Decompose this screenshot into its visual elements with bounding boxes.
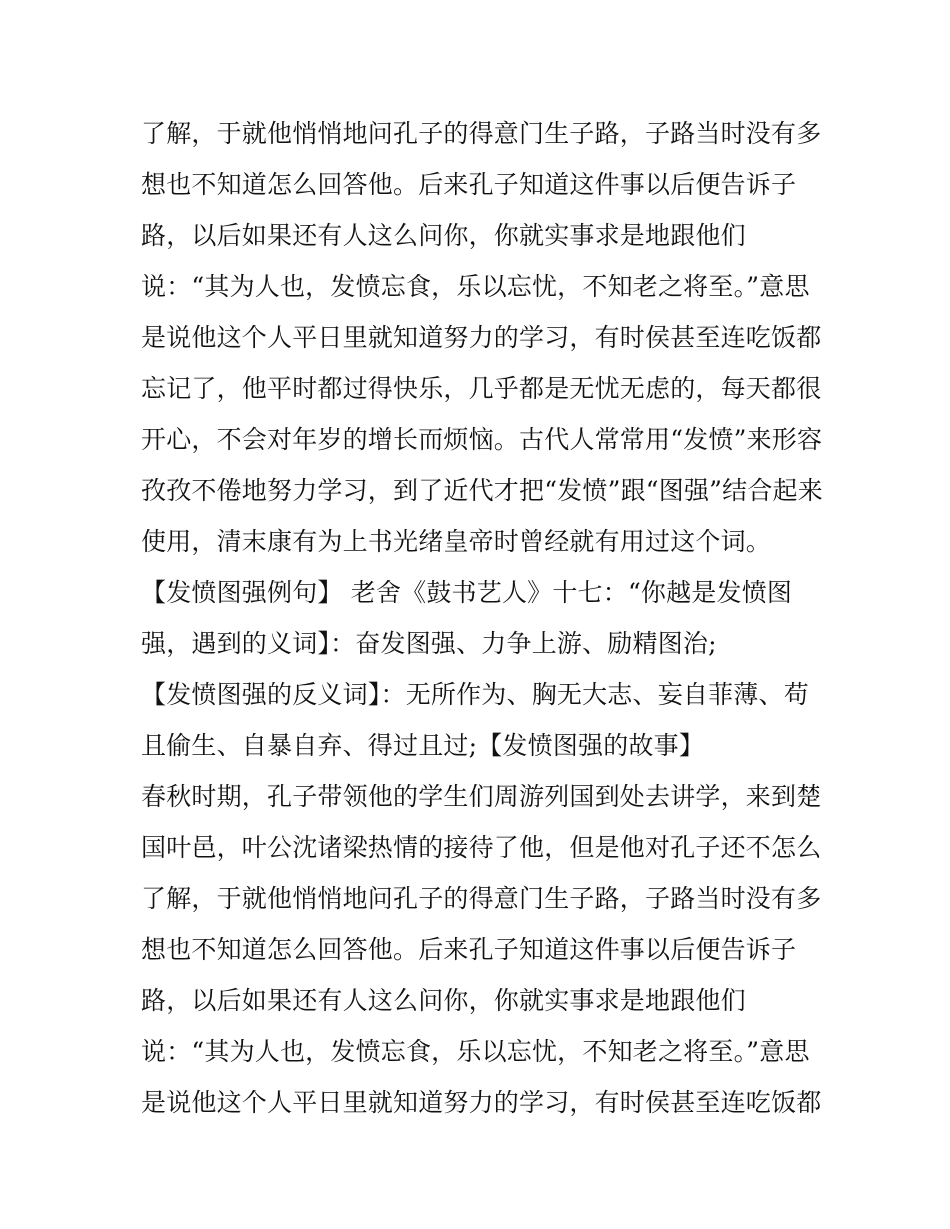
text-line: 【发愤图强的反义词】：无所作为、胸无大志、妄自菲薄、苟 — [141, 680, 809, 709]
text-line: 想也不知道怎么回答他。后来孔子知道这件事以后便告诉子 — [141, 935, 797, 964]
text-line: 路，以后如果还有人这么问你，你就实事求是地跟他们 — [141, 221, 746, 250]
body-text — [141, 108, 821, 1128]
text-line: 国叶邑，叶公沈诸梁热情的接待了他，但是他对孔子还不怎么 — [141, 833, 822, 862]
text-line: 春秋时期，孔子带领他的学生们周游列国到处去讲学，来到楚 — [141, 782, 822, 811]
text-line: 说：“其为人也，发愤忘食，乐以忘忧，不知老之将至。”意思 — [141, 272, 810, 301]
text-line: 【发愤图强例句】 老舍《鼓书艺人》十七：“你越是发愤图 — [141, 578, 793, 607]
text-line: 且偷生、自暴自弃、得过且过;【发愤图强的故事】 — [141, 731, 705, 760]
text-line: 忘记了，他平时都过得快乐，几乎都是无忧无虑的，每天都很 — [141, 374, 822, 403]
text-line: 了解，于就他悄悄地问孔子的得意门生子路，子路当时没有多 — [141, 119, 822, 148]
text-line: 使用，清末康有为上书光绪皇帝时曾经就有用过这个词。 — [141, 527, 772, 556]
text-line: 说：“其为人也，发愤忘食，乐以忘忧，不知老之将至。”意思 — [141, 1037, 810, 1066]
text-line: 是说他这个人平日里就知道努力的学习，有时侯甚至连吃饭都 — [141, 323, 822, 352]
text-line: 孜孜不倦地努力学习，到了近代才把“发愤”跟“图强”结合起来 — [141, 476, 823, 505]
text-line: 了解，于就他悄悄地问孔子的得意门生子路，子路当时没有多 — [141, 884, 822, 913]
text-line: 开心，不会对年岁的增长而烦恼。古代人常常用“发愤”来形容 — [141, 425, 823, 454]
text-line: 是说他这个人平日里就知道努力的学习，有时侯甚至连吃饭都 — [141, 1088, 822, 1117]
text-line: 强，遇到的义词】：奋发图强、力争上游、励精图治; — [141, 629, 717, 658]
text-line: 路，以后如果还有人这么问你，你就实事求是地跟他们 — [141, 986, 746, 1015]
text-line: 想也不知道怎么回答他。后来孔子知道这件事以后便告诉子 — [141, 170, 797, 199]
